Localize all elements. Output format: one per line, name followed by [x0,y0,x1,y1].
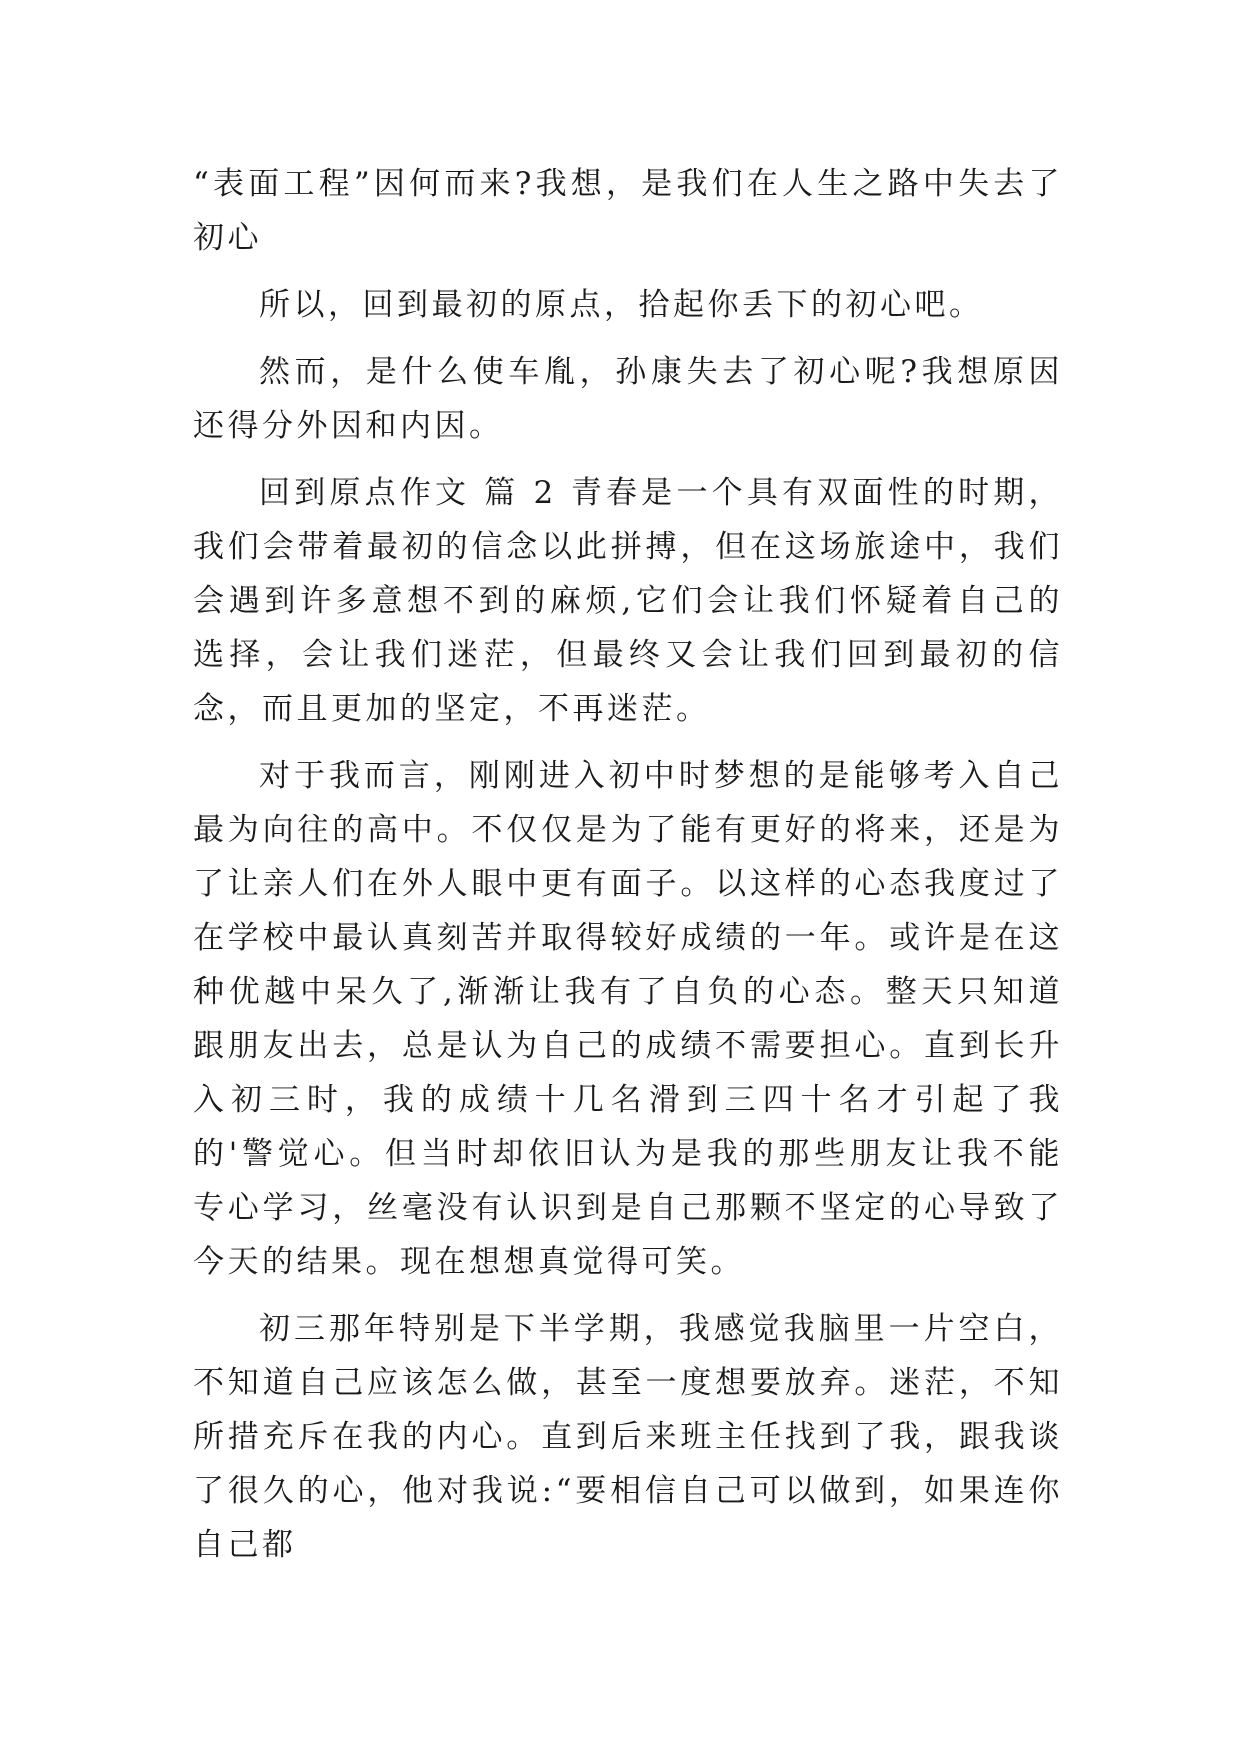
paragraph-3: 然而，是什么使车胤，孙康失去了初心呢?我想原因还得分外因和内因。 [193,354,1063,444]
paragraph-5: 对于我而言，刚刚进入初中时梦想的是能够考入自己最为向往的高中。不仅仅是为了能有更好的将来，还是为了让亲人们在外人眼中更有面子。以这样的心态我度过了在学校中最认真刻苦并取得较好成绩的一年。或许是在这种优越中呆久了,渐渐让我有了自负的心态。整天只知道跟朋友出去，总是认为自己的成绩不需要担心。直到长升入初三时，我的成绩十几名滑到三四十名才引起了我的'警觉心。但当时却依旧认为是我的那些朋友让我不能专心学习，丝毫没有认识到是自己那颗不坚定的心导致了今天的结果。现在想想真觉得可笑。 [193,758,1063,1280]
paragraph-1: “表面工程”因何而来?我想，是我们在人生之路中失去了初心 [193,166,1063,256]
paragraph-2: 所以，回到最初的原点，拾起你丢下的初心吧。 [259,287,984,323]
paragraph-6: 初三那年特别是下半学期，我感觉我脑里一片空白，不知道自己应该怎么做，甚至一度想要放弃。迷茫，不知所措充斥在我的内心。直到后来班主任找到了我，跟我谈了很久的心，他对我说:“要相信自己可以做到，如果连你自己都 [193,1311,1063,1563]
paragraph-4: 回到原点作文 篇 2 青春是一个具有双面性的时期，我们会带着最初的信念以此拼搏，但在这场旅途中，我们会遇到许多意想不到的麻烦,它们会让我们怀疑着自己的选择，会让我们迷茫，但最终又会让我们回到最初的信念，而且更加的坚定，不再迷茫。 [193,475,1063,727]
document-body [193,157,1063,1585]
